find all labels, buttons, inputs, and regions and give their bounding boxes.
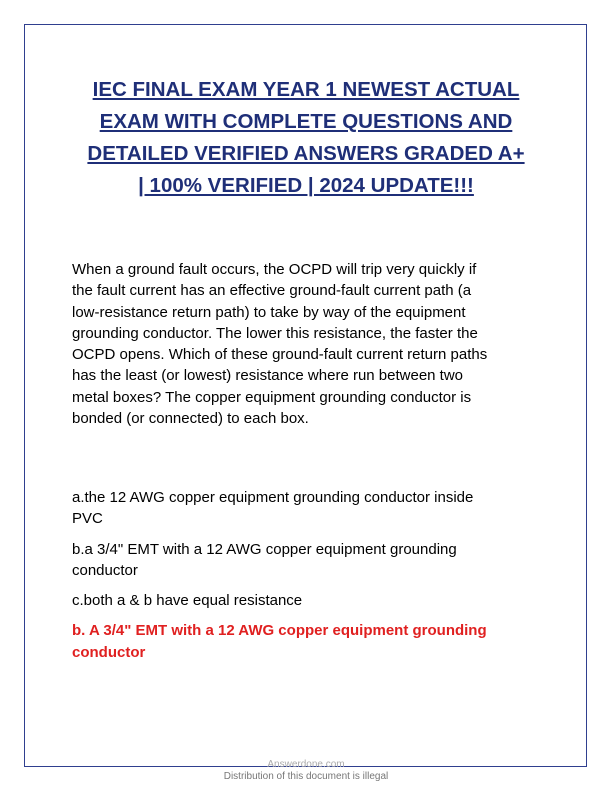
footer-notice: Distribution of this document is illegal (223, 771, 389, 782)
option-b (72, 539, 552, 582)
document-title (60, 74, 552, 202)
question-line: When a ground fault occurs, the OCPD will trip very quickly if (72, 261, 477, 278)
question-text (72, 259, 552, 429)
question-line: metal boxes? The copper equipment grounding conductor is (72, 388, 472, 406)
option-a (72, 487, 552, 530)
question-line: the fault current has an effective ground-fault current path (a (72, 282, 472, 300)
footer-site: Answerdone.com (267, 759, 345, 770)
question-line: has the least (or lowest) resistance where run between two (72, 367, 464, 385)
answer-options (72, 487, 552, 672)
question-line: low-resistance return path) to take by way of the equipment (72, 303, 466, 321)
title-line: EXAM WITH COMPLETE QUESTIONS AND (99, 110, 513, 133)
option-line: c.both a & b have equal resistance (72, 592, 303, 610)
option-line: conductor (72, 561, 138, 579)
footer (0, 759, 612, 783)
answer-line: b. A 3/4" EMT with a 12 AWG copper equipment grounding (72, 622, 487, 640)
option-c (72, 590, 552, 611)
title-line: DETAILED VERIFIED ANSWERS GRADED A+ (87, 142, 525, 165)
question-line: grounding conductor. The lower this resistance, the faster the (72, 324, 478, 342)
title-line: | 100% VERIFIED | 2024 UPDATE!!! (138, 174, 474, 197)
title-line: IEC FINAL EXAM YEAR 1 NEWEST ACTUAL (92, 78, 520, 101)
question-line: bonded (or connected) to each box. (72, 410, 309, 428)
correct-answer (72, 620, 552, 663)
question-line: OCPD opens. Which of these ground-fault current return paths (72, 346, 488, 364)
option-line: b.a 3/4" EMT with a 12 AWG copper equipment grounding (72, 540, 457, 558)
option-line: PVC (72, 510, 103, 528)
answer-line: conductor (72, 643, 146, 661)
option-line: a.the 12 AWG copper equipment grounding conductor inside (72, 489, 474, 506)
